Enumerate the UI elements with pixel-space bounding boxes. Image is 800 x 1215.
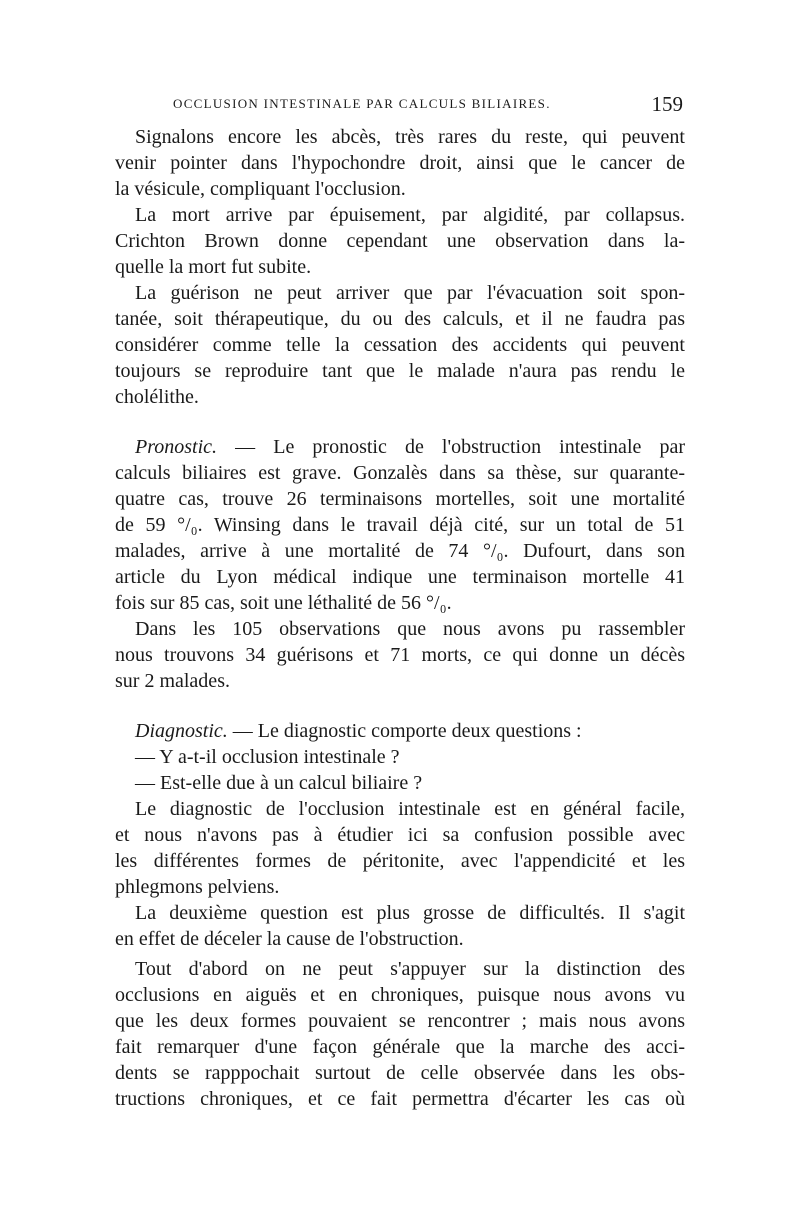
text-line: tructions chroniques, et ce fait permettra d'écarter les cas où <box>115 1088 685 1110</box>
paragraph-diagnostic <box>115 718 685 744</box>
text-run: — Le pronostic de l'obstruction intestinale par <box>235 436 686 458</box>
text-line: fois sur 85 cas, soit une léthalité de 56 °/₀. <box>115 592 452 614</box>
text-line: article du Lyon médical indique une terminaison mortelle 41 <box>115 566 685 588</box>
text-line <box>115 718 685 744</box>
text-line: Crichton Brown donne cependant une observation dans la- <box>115 230 685 252</box>
text-line: Signalons encore les abcès, très rares du reste, qui peuvent <box>135 126 685 148</box>
text-line: calculs biliaires est grave. Gonzalès dans sa thèse, sur quarante- <box>115 462 685 484</box>
question-2 <box>115 770 685 796</box>
paragraph-complications <box>115 124 685 202</box>
text-line: tanée, soit thérapeutique, du ou des calculs, et il ne faudra pas <box>115 308 685 330</box>
text-line: — Est-elle due à un calcul biliaire ? <box>135 772 423 794</box>
text-line: toujours se reproduire tant que le malade n'aura pas rendu le <box>115 360 685 382</box>
text-line: — Y a-t-il occlusion intestinale ? <box>135 746 400 768</box>
text-line <box>115 434 685 460</box>
text-line: considérer comme telle la cessation des accidents qui peuvent <box>115 334 685 356</box>
text-line: que les deux formes pouvaient se rencontrer ; mais nous avons <box>115 1010 685 1032</box>
text-line: et nous n'avons pas à étudier ici sa confusion possible avec <box>115 824 685 846</box>
section-gap <box>115 694 685 718</box>
text-line: Tout d'abord on ne peut s'appuyer sur la distinction des <box>135 958 685 980</box>
text-line: la vésicule, compliquant l'occlusion. <box>115 178 406 200</box>
text-line: fait remarquer d'une façon générale que la marche des acci- <box>115 1036 685 1058</box>
paragraph-guerison <box>115 280 685 410</box>
text-line: en effet de déceler la cause de l'obstruction. <box>115 928 464 950</box>
running-title: OCCLUSION INTESTINALE PAR CALCULS BILIAIRES. <box>173 96 551 111</box>
text-line: Le diagnostic de l'occlusion intestinale est en général facile, <box>135 798 685 820</box>
paragraph-mort <box>115 202 685 280</box>
text-line: cholélithe. <box>115 386 199 408</box>
text-line: occlusions en aiguës et en chroniques, puisque nous avons vu <box>115 984 685 1006</box>
text-line: La deuxième question est plus grosse de difficultés. Il s'agit <box>135 902 685 924</box>
section-title-diagnostic: Diagnostic. <box>135 720 228 742</box>
page-number: 159 <box>651 92 683 116</box>
text-line: quatre cas, trouve 26 terminaisons mortelles, soit une mortalité <box>115 488 685 510</box>
text-line: La mort arrive par épuisement, par algidité, par collapsus. <box>135 204 685 226</box>
text-line: sur 2 malades. <box>115 670 230 692</box>
section-title-pronostic: Pronostic. <box>135 436 218 458</box>
question-1 <box>115 744 685 770</box>
paragraph-observations <box>115 616 685 694</box>
text-line: Dans les 105 observations que nous avons pu rassembler <box>135 618 685 640</box>
text-line: malades, arrive à une mortalité de 74 °/₀. Dufourt, dans son <box>115 540 685 562</box>
text-line: de 59 °/₀. Winsing dans le travail déjà cité, sur un total de 51 <box>115 514 685 536</box>
text-line: les différentes formes de péritonite, avec l'appendicité et les <box>115 850 685 872</box>
text-line: dents se rapppochait surtout de celle observée dans les obs- <box>115 1062 685 1084</box>
body-text <box>115 124 685 1112</box>
running-header <box>115 92 685 116</box>
text-line: venir pointer dans l'hypochondre droit, ainsi que le cancer de <box>115 152 685 174</box>
paragraph-diagnostic-occlusion <box>115 796 685 900</box>
text-line: quelle la mort fut subite. <box>115 256 312 278</box>
paragraph-tout-abord <box>115 956 685 1112</box>
text-run: — Le diagnostic comporte deux questions : <box>232 720 582 742</box>
text-line: La guérison ne peut arriver que par l'évacuation soit spon- <box>135 282 685 304</box>
paragraph-deuxieme-question <box>115 900 685 952</box>
text-line: nous trouvons 34 guérisons et 71 morts, ce qui donne un décès <box>115 644 685 666</box>
section-gap <box>115 410 685 434</box>
paragraph-pronostic <box>115 434 685 616</box>
text-line: phlegmons pelviens. <box>115 876 280 898</box>
